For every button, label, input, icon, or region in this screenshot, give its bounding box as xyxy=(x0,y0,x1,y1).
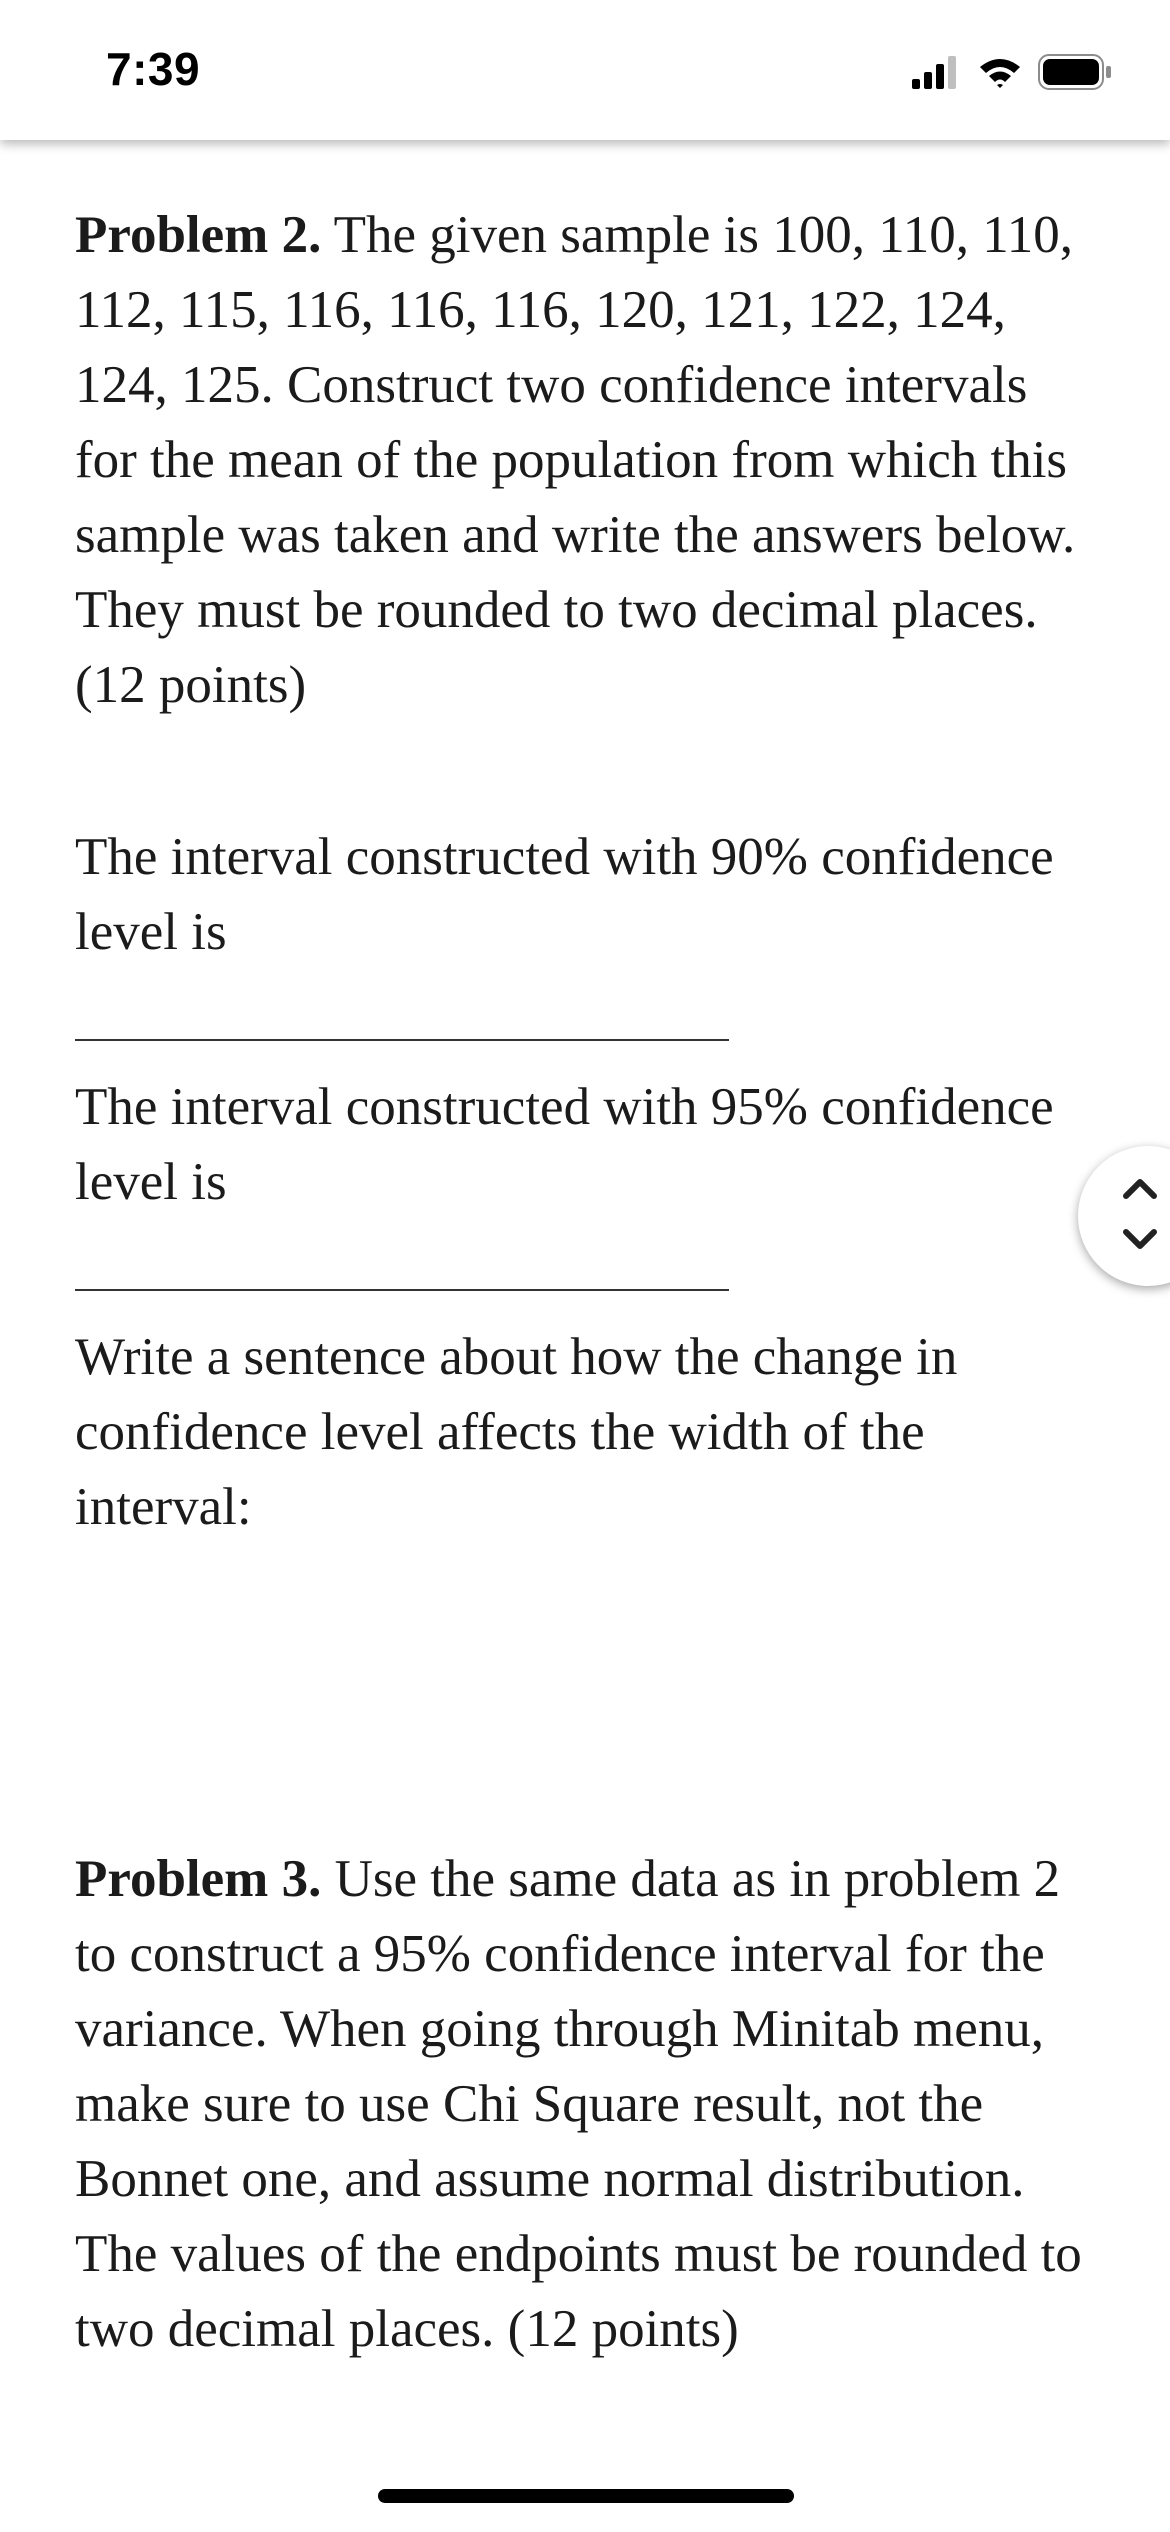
chevron-down-icon[interactable] xyxy=(1120,1224,1160,1254)
answer-line-90 xyxy=(75,1039,729,1041)
wifi-icon xyxy=(978,55,1022,89)
status-time: 7:39 xyxy=(106,43,201,95)
chevron-up-icon[interactable] xyxy=(1120,1174,1160,1204)
problem-2-text: The given sample is 100, 110, 110, 112, 115, 116, 116, 116, 120, 121, 122, 124, 124, 125. Construct two confidence intervals for the mean of the population from which this sample was taken and write the answers below. They must be rounded to two decimal places. (12 points) xyxy=(75,206,1076,714)
problem-3-heading: Problem 3. xyxy=(75,1850,322,1908)
question-90-confidence: The interval constructed with 90% confidence level is xyxy=(75,828,1054,961)
problem-3-text: Use the same data as in problem 2 to construct a 95% confidence interval for the variance. When going through Minitab menu, make sure to use Chi Square result, not the Bonnet one, and assume normal distribution. The values of the endpoints must be rounded to two decimal places. (12 points) xyxy=(75,1850,1082,2358)
problem-2-paragraph xyxy=(75,198,1095,723)
problem-3-paragraph xyxy=(75,1842,1095,2367)
status-bar xyxy=(0,0,1170,140)
status-icons xyxy=(912,52,1112,92)
problem-2-heading: Problem 2. xyxy=(75,206,322,264)
cellular-signal-icon xyxy=(912,55,962,89)
question-interval-width: Write a sentence about how the change in confidence level affects the width of the interval: xyxy=(75,1328,958,1536)
question-95-confidence: The interval constructed with 95% confidence level is xyxy=(75,1078,1054,1211)
answer-line-95 xyxy=(75,1289,729,1291)
battery-icon xyxy=(1038,54,1112,90)
home-indicator[interactable] xyxy=(378,2489,794,2503)
